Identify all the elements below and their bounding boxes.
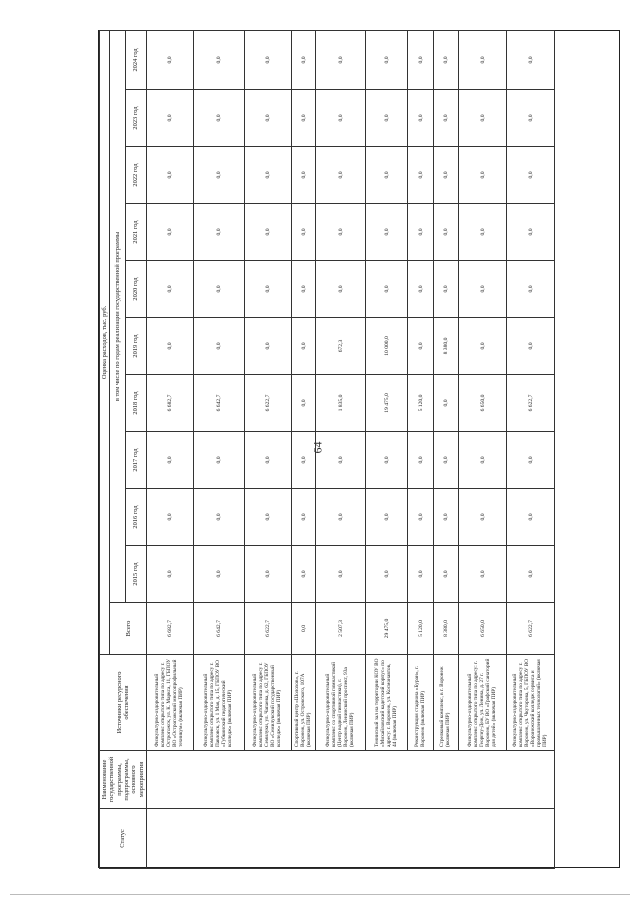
value-cell: 0,0 <box>366 90 408 147</box>
value-cell: 0,0 <box>459 318 507 375</box>
value-cell: 0,0 <box>245 30 292 89</box>
value-cell: 0,0 <box>147 318 194 375</box>
header-year: 2015 год <box>126 546 147 603</box>
value-cell: 0,0 <box>245 432 292 489</box>
value-cell: 0,0 <box>434 432 459 489</box>
value-cell: 0,0 <box>408 90 434 147</box>
value-cell: 0,0 <box>147 432 194 489</box>
value-cell: 0,0 <box>507 30 555 89</box>
value-cell: 0,0 <box>316 432 366 489</box>
value-cell: 19 475,0 <box>366 375 408 432</box>
value-cell: 0,0 <box>147 489 194 546</box>
header-year: 2018 год <box>126 375 147 432</box>
source-cell: Реконструкция стадиона «Буран», г. Воронеж (включая ПИР) <box>408 655 434 751</box>
value-cell: 0,0 <box>366 261 408 318</box>
value-cell: 0,0 <box>366 546 408 603</box>
value-cell: 0,0 <box>434 261 459 318</box>
value-cell: 1 835,0 <box>316 375 366 432</box>
value-cell: 0,0 <box>434 90 459 147</box>
value-cell: 0,0 <box>408 432 434 489</box>
value-cell: 0,0 <box>459 90 507 147</box>
value-cell: 6 682,7 <box>147 375 194 432</box>
table-row <box>147 30 194 868</box>
header-year: 2022 год <box>126 147 147 204</box>
header-year: 2020 год <box>126 261 147 318</box>
header-year: 2024 год <box>126 30 147 89</box>
value-cell: 0,0 <box>194 432 245 489</box>
value-cell: 0,0 <box>408 30 434 89</box>
header-total: Всего <box>110 603 147 655</box>
value-cell: 0,0 <box>366 30 408 89</box>
value-cell: 8 380,0 <box>434 318 459 375</box>
total-cell: 8 380,0 <box>434 603 459 655</box>
value-cell: 0,0 <box>292 90 316 147</box>
value-cell: 0,0 <box>316 147 366 204</box>
value-cell: 0,0 <box>194 204 245 261</box>
header-source: Источники ресурсного обеспечения <box>100 655 147 751</box>
header-year: 2016 год <box>126 489 147 546</box>
total-cell: 6 622,7 <box>507 603 555 655</box>
source-cell: Физкультурно-оздоровительный комплекс открытого типа по адресу г. Острогожск, ул. К. Маркса, 11, ГБПОУ ВО «Острогожский многопрофильный техникум» (включая ПИР) <box>147 655 194 751</box>
value-cell: 0,0 <box>459 204 507 261</box>
value-cell: 0,0 <box>507 147 555 204</box>
value-cell: 0,0 <box>366 204 408 261</box>
value-cell: 0,0 <box>194 147 245 204</box>
header-status: Статус <box>100 809 147 869</box>
total-cell: 6 622,7 <box>245 603 292 655</box>
value-cell: 0,0 <box>316 204 366 261</box>
value-cell: 0,0 <box>408 147 434 204</box>
value-cell: 0,0 <box>507 546 555 603</box>
table-row <box>507 30 555 868</box>
value-cell: 0,0 <box>292 147 316 204</box>
value-cell: 0,0 <box>292 30 316 89</box>
header-year: 2017 год <box>126 432 147 489</box>
value-cell: 0,0 <box>366 147 408 204</box>
table-row <box>434 30 459 868</box>
value-cell: 6 622,7 <box>245 375 292 432</box>
value-cell: 0,0 <box>316 30 366 89</box>
bottom-rule <box>10 894 630 895</box>
value-cell: 0,0 <box>194 546 245 603</box>
header-estimate: Оценка расходов, тыс. руб. <box>100 30 110 654</box>
value-cell: 0,0 <box>366 432 408 489</box>
value-cell: 0,0 <box>316 546 366 603</box>
value-cell: 0,0 <box>434 546 459 603</box>
value-cell: 0,0 <box>434 489 459 546</box>
value-cell: 0,0 <box>292 261 316 318</box>
value-cell: 0,0 <box>147 261 194 318</box>
value-cell: 0,0 <box>147 546 194 603</box>
value-cell: 0,0 <box>292 204 316 261</box>
value-cell: 0,0 <box>147 30 194 89</box>
value-cell: 0,0 <box>316 261 366 318</box>
value-cell: 0,0 <box>507 489 555 546</box>
value-cell: 0,0 <box>292 318 316 375</box>
value-cell: 0,0 <box>194 30 245 89</box>
value-cell: 0,0 <box>434 204 459 261</box>
value-cell: 0,0 <box>292 432 316 489</box>
header-year: 2019 год <box>126 318 147 375</box>
header-year: 2021 год <box>126 204 147 261</box>
value-cell: 0,0 <box>245 489 292 546</box>
value-cell: 10 000,0 <box>366 318 408 375</box>
source-cell: Теннисный зал на территории КОУ ВО «Михайловский кадетский корпус» по адресу: г. Воронеж, ул. Космонавтов, 44 (включая ПИР) <box>366 655 408 751</box>
value-cell: 672,3 <box>316 318 366 375</box>
expenditure-table <box>99 30 555 869</box>
value-cell: 0,0 <box>194 261 245 318</box>
table-row <box>292 30 316 868</box>
value-cell: 0,0 <box>408 318 434 375</box>
source-cell: Стрелковый комплекс, в г. Воронеж (включая ПИР) <box>434 655 459 751</box>
program-name-cell <box>147 751 555 809</box>
value-cell: 0,0 <box>507 204 555 261</box>
value-cell: 0,0 <box>245 90 292 147</box>
page-number: 64 <box>310 441 325 454</box>
value-cell: 0,0 <box>408 489 434 546</box>
value-cell: 5 120,0 <box>408 375 434 432</box>
value-cell: 0,0 <box>507 432 555 489</box>
value-cell: 0,0 <box>245 147 292 204</box>
value-cell: 0,0 <box>507 90 555 147</box>
total-cell: 6 642,7 <box>194 603 245 655</box>
rotated-table-frame <box>99 31 621 869</box>
value-cell: 0,0 <box>147 147 194 204</box>
value-cell: 0,0 <box>292 375 316 432</box>
value-cell: 0,0 <box>292 546 316 603</box>
header-by-years: в том числе по годам реализации государственной программы <box>110 30 126 602</box>
value-cell: 0,0 <box>434 375 459 432</box>
value-cell: 6 650,0 <box>459 375 507 432</box>
value-cell: 0,0 <box>194 489 245 546</box>
value-cell: 0,0 <box>316 489 366 546</box>
total-cell: 29 475,0 <box>366 603 408 655</box>
value-cell: 0,0 <box>459 489 507 546</box>
value-cell: 0,0 <box>459 546 507 603</box>
value-cell: 0,0 <box>408 261 434 318</box>
table-row <box>316 30 366 868</box>
table-row <box>245 30 292 868</box>
value-cell: 0,0 <box>147 90 194 147</box>
value-cell: 0,0 <box>434 30 459 89</box>
value-cell: 0,0 <box>245 204 292 261</box>
value-cell: 0,0 <box>194 318 245 375</box>
value-cell: 0,0 <box>147 204 194 261</box>
source-cell: Физкультурно-оздоровительный комплекс со спортивной гимнастикой (Центр водной гимнастики), г. Воронеж, Ленинский проспект, 93а (включая ПИР) <box>316 655 366 751</box>
table-row <box>459 30 507 868</box>
value-cell: 0,0 <box>194 90 245 147</box>
value-cell: 0,0 <box>408 546 434 603</box>
total-cell: 6 682,7 <box>147 603 194 655</box>
total-cell: 5 120,0 <box>408 603 434 655</box>
value-cell: 0,0 <box>459 432 507 489</box>
source-cell: Физкультурно-оздоровительный комплекс открытого типа по адресу г. Воронеж, ул. Чкуторова, 5, ГБПОУ ВО «Воронежский колледж сервиса и промышленных технологий» (включая ПИР) <box>507 655 555 751</box>
table-row <box>408 30 434 868</box>
total-cell: 2 507,3 <box>316 603 366 655</box>
total-cell: 6 650,0 <box>459 603 507 655</box>
value-cell: 0,0 <box>459 261 507 318</box>
header-program-name: Наименование государственной программы, подпрограммы, основного мероприятия <box>100 751 147 809</box>
source-cell: Спортивный центр «Шолохов», г. Воронеж, ул. Островского, 107А (включая ПИР) <box>292 655 316 751</box>
value-cell: 0,0 <box>459 30 507 89</box>
value-cell: 6 642,7 <box>194 375 245 432</box>
source-cell: Физкультурно-оздоровительный комплекс открытого типа по адресу г. Семилуки, ул. Чапаева, д. 62, ГБПОУ ВО «Семилукский государственный колледж» (включая ПИР) <box>245 655 292 751</box>
total-cell: 0,0 <box>292 603 316 655</box>
value-cell: 0,0 <box>434 147 459 204</box>
value-cell: 0,0 <box>408 204 434 261</box>
value-cell: 0,0 <box>366 489 408 546</box>
value-cell: 0,0 <box>507 318 555 375</box>
value-cell: 0,0 <box>245 261 292 318</box>
value-cell: 0,0 <box>507 261 555 318</box>
value-cell: 0,0 <box>245 546 292 603</box>
source-cell: Физкультурно-оздоровительный комплекс открытого типа по адресу: г. Георгиу-Деж, ул. Ленина, д. 27 г. Воронеж, БУ ВО «Графский санаторий для детей» (включая ПИР) <box>459 655 507 751</box>
value-cell: 0,0 <box>459 147 507 204</box>
value-cell: 0,0 <box>292 489 316 546</box>
table-row <box>366 30 408 868</box>
source-cell: Физкультурно-оздоровительный комплекс открытого типа по адресу г. Павловск, ул. 1 Мая, д. 15, ГБПОУ ВО «Губкинский педагогический колледж» (включая ПИР) <box>194 655 245 751</box>
table-row <box>194 30 245 868</box>
status-cell <box>147 809 555 869</box>
value-cell: 0,0 <box>316 90 366 147</box>
header-year: 2023 год <box>126 90 147 147</box>
table-sheet <box>98 30 620 868</box>
value-cell: 6 622,7 <box>507 375 555 432</box>
value-cell: 0,0 <box>245 318 292 375</box>
